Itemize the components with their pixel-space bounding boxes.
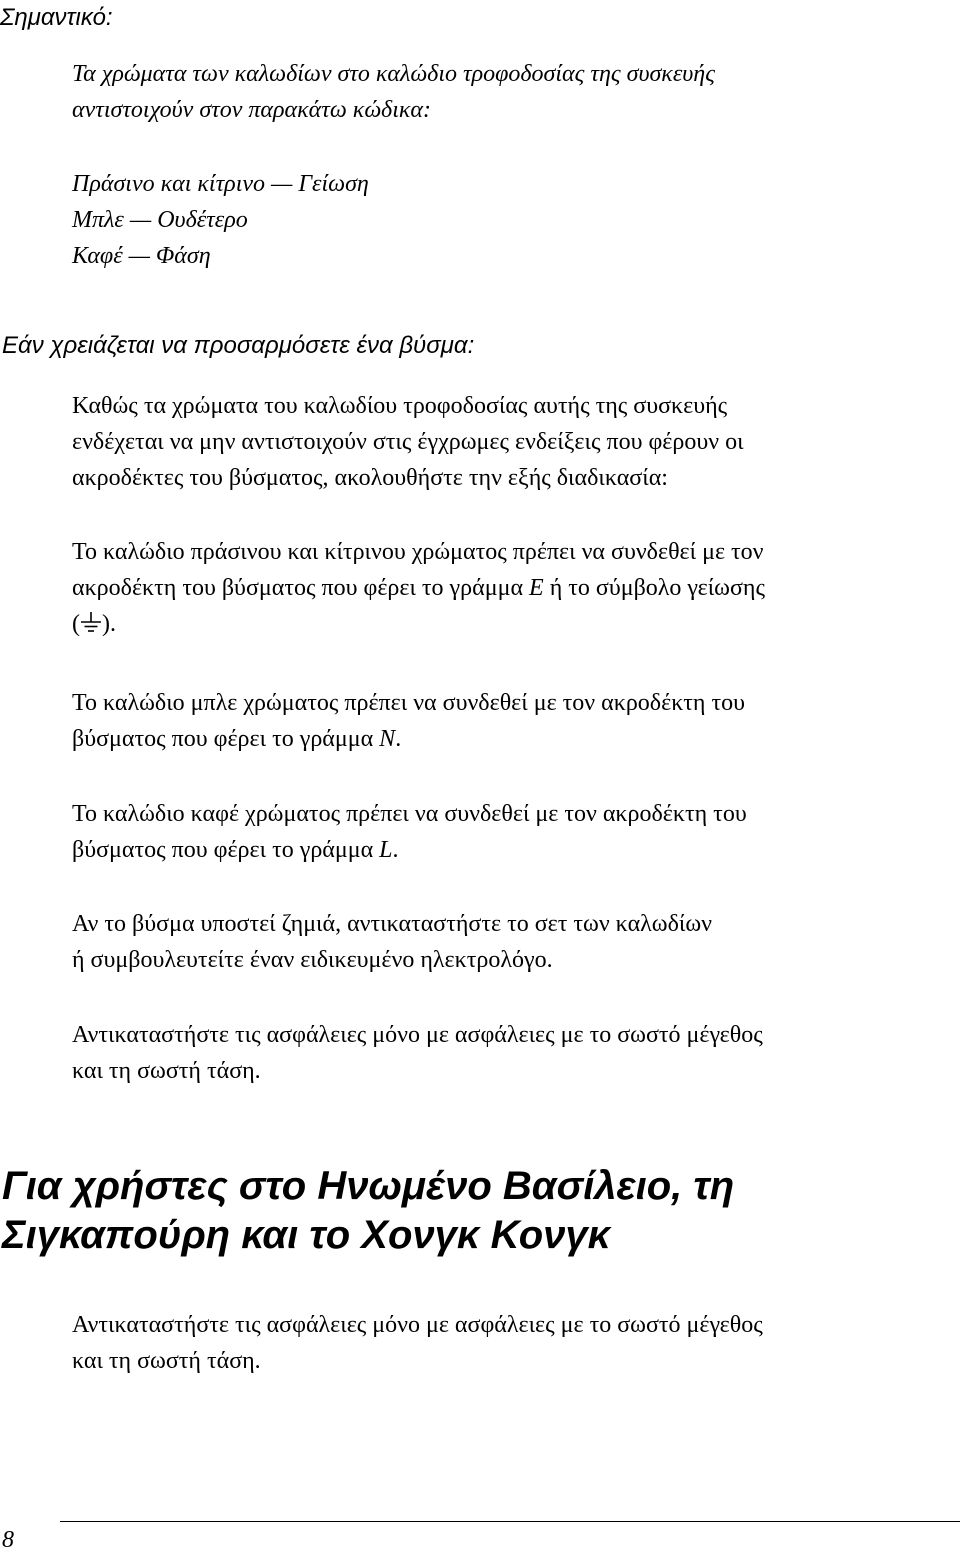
wire-meaning-label: Φάση (156, 243, 211, 269)
footer-divider (60, 1521, 960, 1522)
wire-intro-line: Τα χρώματα των καλωδίων στο καλώδιο τροφοδοσίας της συσκευής (72, 61, 715, 87)
text-run: βύσματος που φέρει το γράμμα (72, 837, 380, 863)
wire-dash: — (128, 243, 150, 269)
heading-line: Για χρήστες στο Ηνωμένο Βασίλειο, τη (2, 1164, 735, 1208)
page-number: 8 (2, 1527, 14, 1553)
uk-section-heading (2, 1162, 734, 1260)
important-heading: Σημαντικό: (0, 4, 113, 31)
paragraph-line: Αντικαταστήστε τις ασφάλειες μόνο με ασφάλειες με το σωστό μέγεθος (72, 1022, 763, 1048)
uk-fuse-paragraph (72, 1307, 956, 1379)
paragraph-line: Αντικαταστήστε τις ασφάλειες μόνο με ασφάλειες με το σωστό μέγεθος (72, 1312, 763, 1338)
paragraph-line (72, 832, 956, 868)
wire-code-list (72, 166, 369, 274)
plug-fitting-heading: Εάν χρειάζεται να προσαρμόσετε ένα βύσμα: (2, 332, 475, 359)
wire-color-label: Μπλε (72, 207, 124, 233)
wire-meaning-label: Ουδέτερο (157, 207, 248, 233)
paragraph-line: ενδέχεται να μην αντιστοιχούν στις έγχρωμες ενδείξεις που φέρουν οι (72, 429, 744, 455)
wire-dash: — (271, 171, 293, 197)
terminal-letter-l: L (379, 837, 393, 863)
text-run: ή το σύμβολο γείωσης (543, 575, 765, 601)
green-yellow-wire-paragraph (72, 534, 956, 642)
text-run: . (395, 726, 402, 752)
paragraph-line: και τη σωστή τάση. (72, 1058, 261, 1084)
paragraph-line: Καθώς τα χρώματα του καλωδίου τροφοδοσίας αυτής της συσκευής (72, 393, 728, 419)
plug-intro-paragraph (72, 388, 956, 496)
paragraph-line: Αν το βύσμα υποστεί ζημιά, αντικαταστήστε το σετ των καλωδίων (72, 911, 712, 937)
paragraph-line: Το καλώδιο μπλε χρώματος πρέπει να συνδεθεί με τον ακροδέκτη του (72, 690, 746, 716)
text-run: ( (72, 611, 80, 637)
paragraph-line: ακροδέκτες του βύσματος, ακολουθήστε την εξής διαδικασία: (72, 465, 668, 491)
text-run: ). (102, 611, 116, 637)
terminal-letter-e: E (529, 575, 544, 601)
paragraph-line (72, 570, 956, 606)
blue-wire-paragraph (72, 685, 956, 757)
wire-dash: — (129, 207, 152, 233)
text-run: βύσματος που φέρει το γράμμα (72, 726, 380, 752)
brown-wire-paragraph (72, 796, 956, 868)
wire-color-label: Καφέ (72, 243, 123, 269)
wire-code-neutral (72, 202, 369, 238)
wire-color-label: Πράσινο και κίτρινο (72, 171, 266, 197)
paragraph-line (72, 606, 956, 642)
ground-symbol-icon (80, 611, 102, 635)
paragraph-line: Το καλώδιο πράσινου και κίτρινου χρώματος πρέπει να συνδεθεί με τον (72, 539, 764, 565)
fuse-replacement-paragraph (72, 1017, 956, 1089)
wire-code-earth (72, 166, 369, 202)
paragraph-line: και τη σωστή τάση. (72, 1348, 261, 1374)
text-run: . (392, 837, 399, 863)
wire-color-intro (72, 56, 715, 128)
plug-damage-paragraph (72, 906, 956, 978)
heading-line: Σιγκαπούρη και το Χονγκ Κονγκ (2, 1213, 611, 1257)
wire-meaning-label: Γείωση (298, 171, 369, 197)
wire-intro-line: αντιστοιχούν στον παρακάτω κώδικα: (72, 97, 431, 123)
paragraph-line (72, 721, 956, 757)
text-run: ακροδέκτη του βύσματος που φέρει το γράμμα (72, 575, 530, 601)
paragraph-line: ή συμβουλευτείτε έναν ειδικευμένο ηλεκτρολόγο. (72, 947, 553, 973)
wire-code-live (72, 238, 369, 274)
paragraph-line: Το καλώδιο καφέ χρώματος πρέπει να συνδεθεί με τον ακροδέκτη του (72, 801, 747, 827)
terminal-letter-n: N (379, 726, 396, 752)
